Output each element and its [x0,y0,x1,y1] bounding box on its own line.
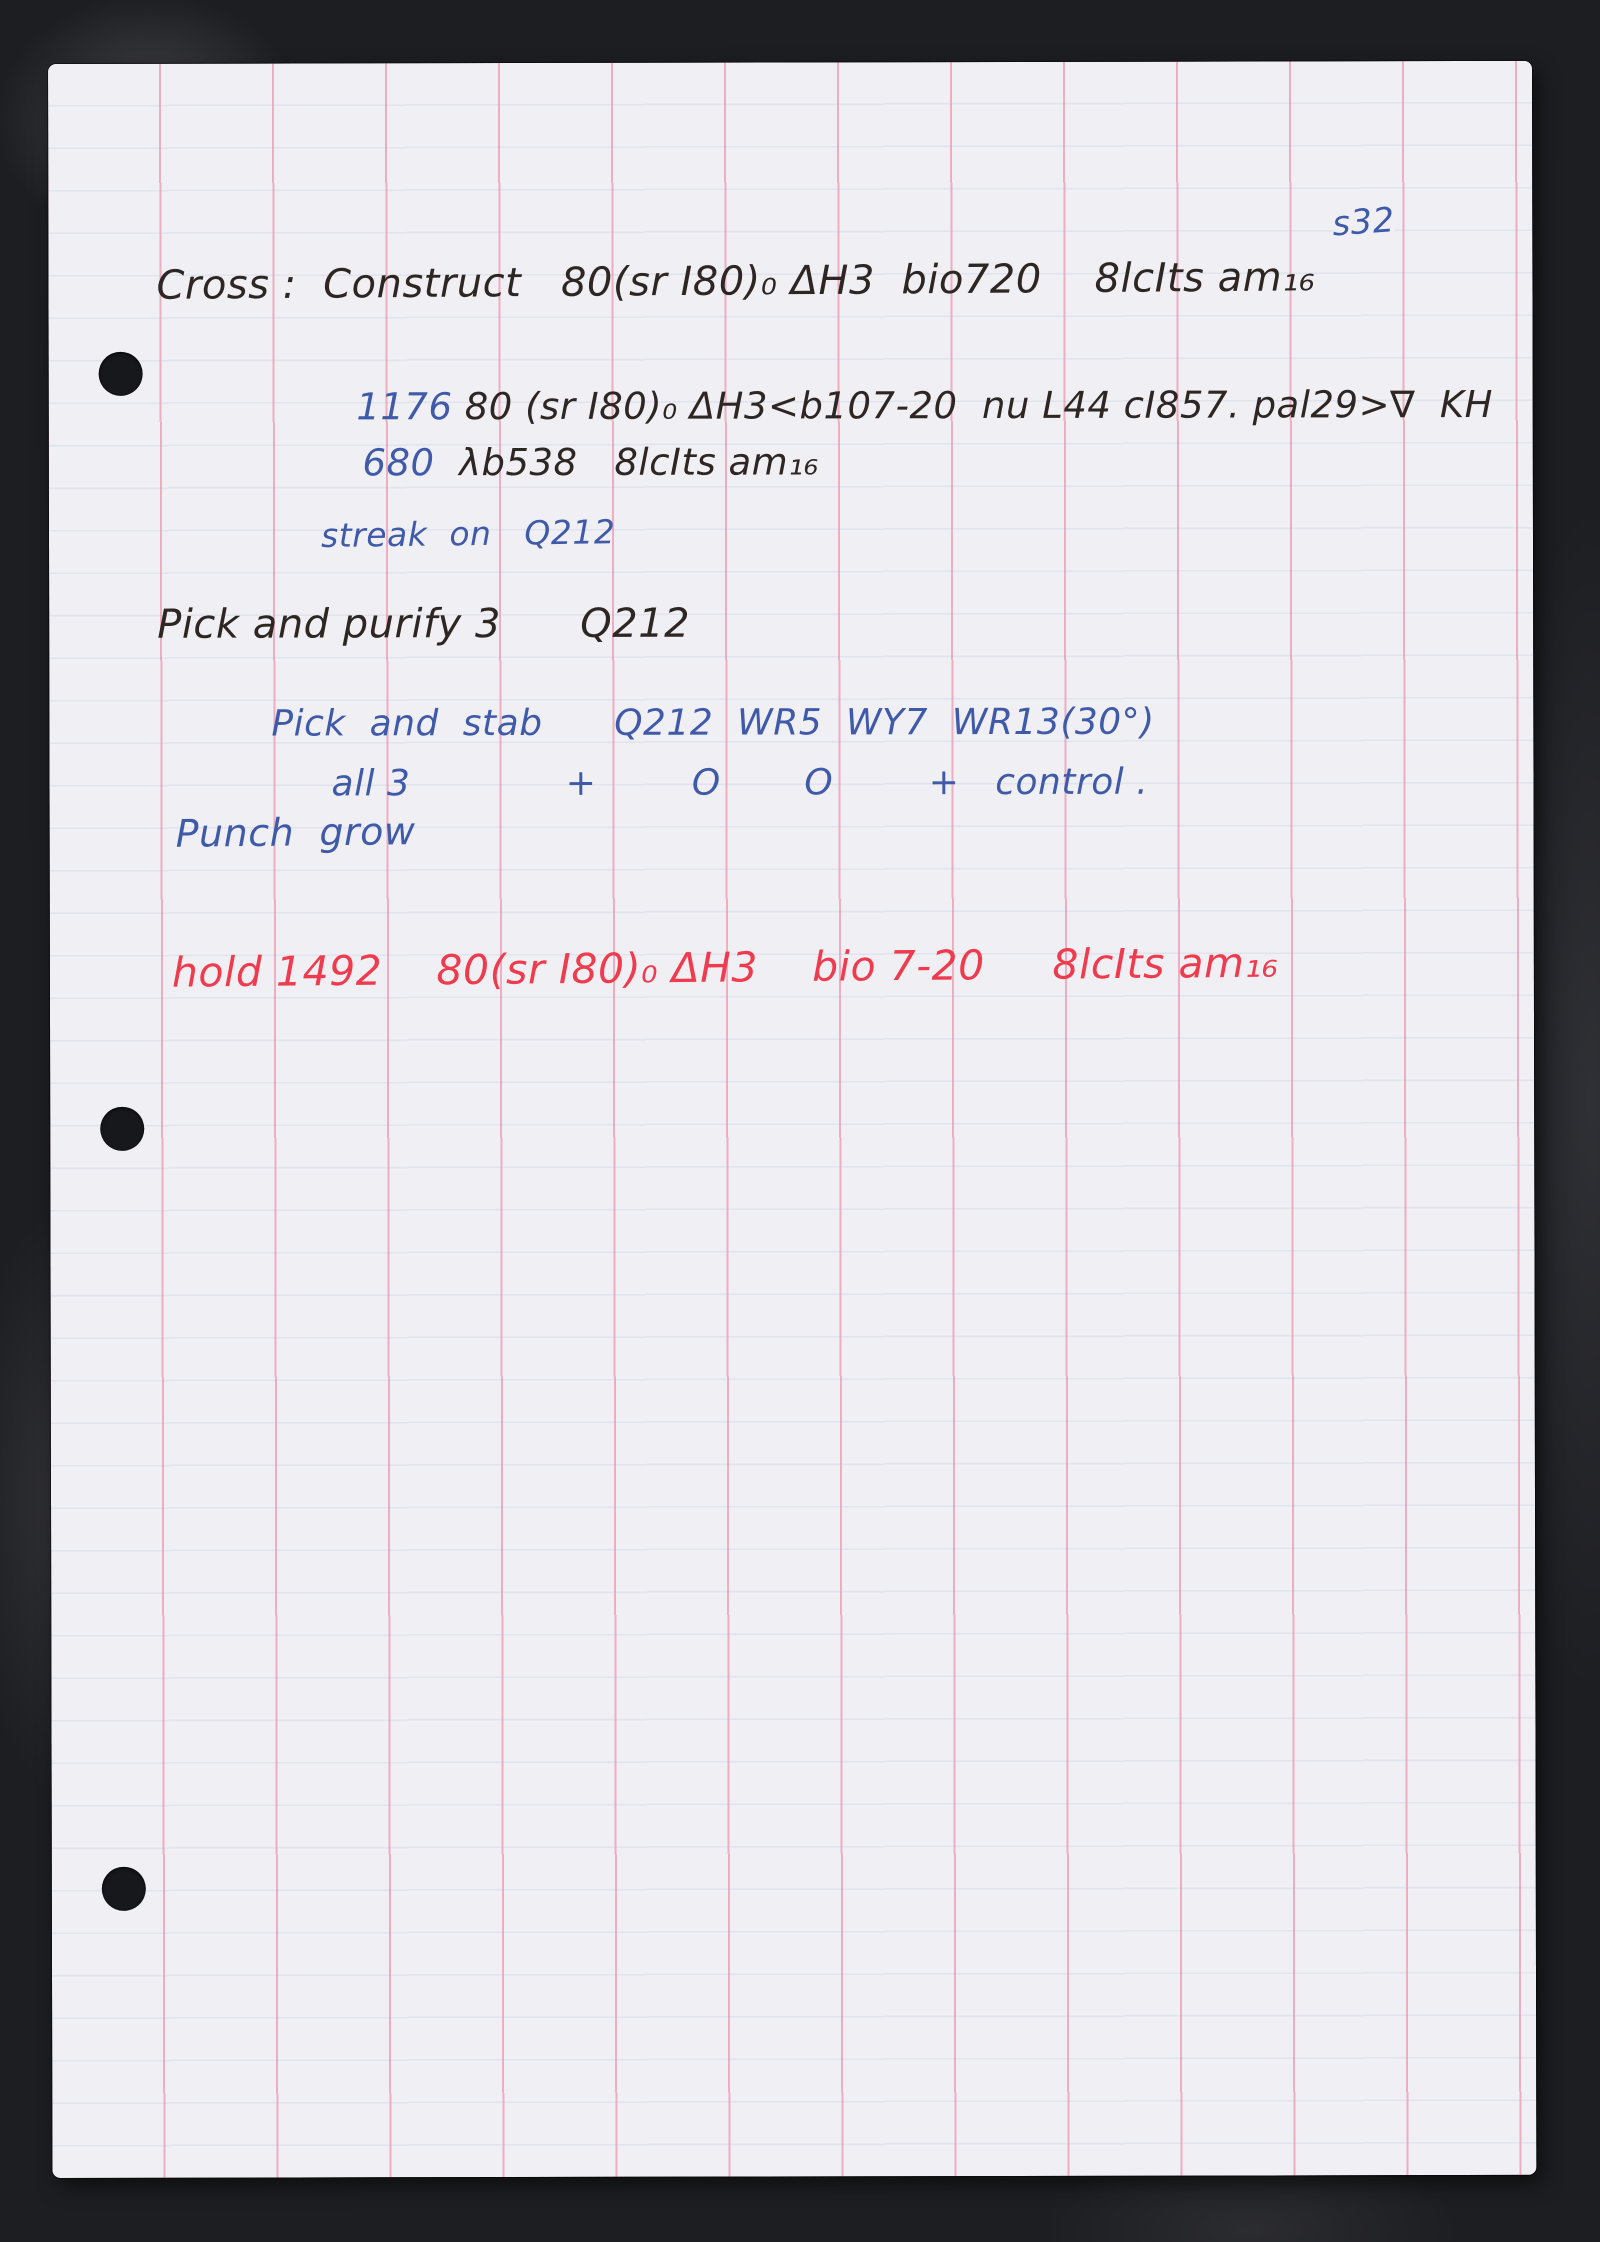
page-number: s32 [1330,200,1397,245]
note-line-hold: hold 1492 80(sr I80)₀ ΔH3 bio 7-20 8lcIts am₁₆ [171,938,1279,997]
note-line-pick-stab: Pick and stab Q212 WR5 WY7 WR13(30°) [271,701,1155,745]
note-line-strain2 [289,398,819,527]
note-line-stab-results: all 3 + O O + control . [331,761,1149,805]
punch-hole-top [99,352,143,396]
note-line-punch-grow: Punch grow [175,809,416,856]
note-line-cross: Cross : Construct 80(sr I80)₀ ΔH3 bio720 8lcIts am₁₆ [156,254,1316,309]
notebook-page [48,61,1536,2178]
strain1-number: 1176 [356,384,465,428]
punch-hole-bottom [102,1867,146,1911]
note-line-streak: streak on Q212 [320,512,616,555]
strain2-number: 680 [362,440,447,484]
strain1-genotype: 80 (sr I80)₀ ΔH3<b107-20 nu L44 cI857. pal29>∇ KH [464,382,1493,428]
note-line-pick-purify: Pick and purify 3 Q212 [157,600,691,648]
punch-hole-middle [100,1107,144,1151]
strain2-genotype: λb538 8lcIts am₁₆ [446,439,819,484]
